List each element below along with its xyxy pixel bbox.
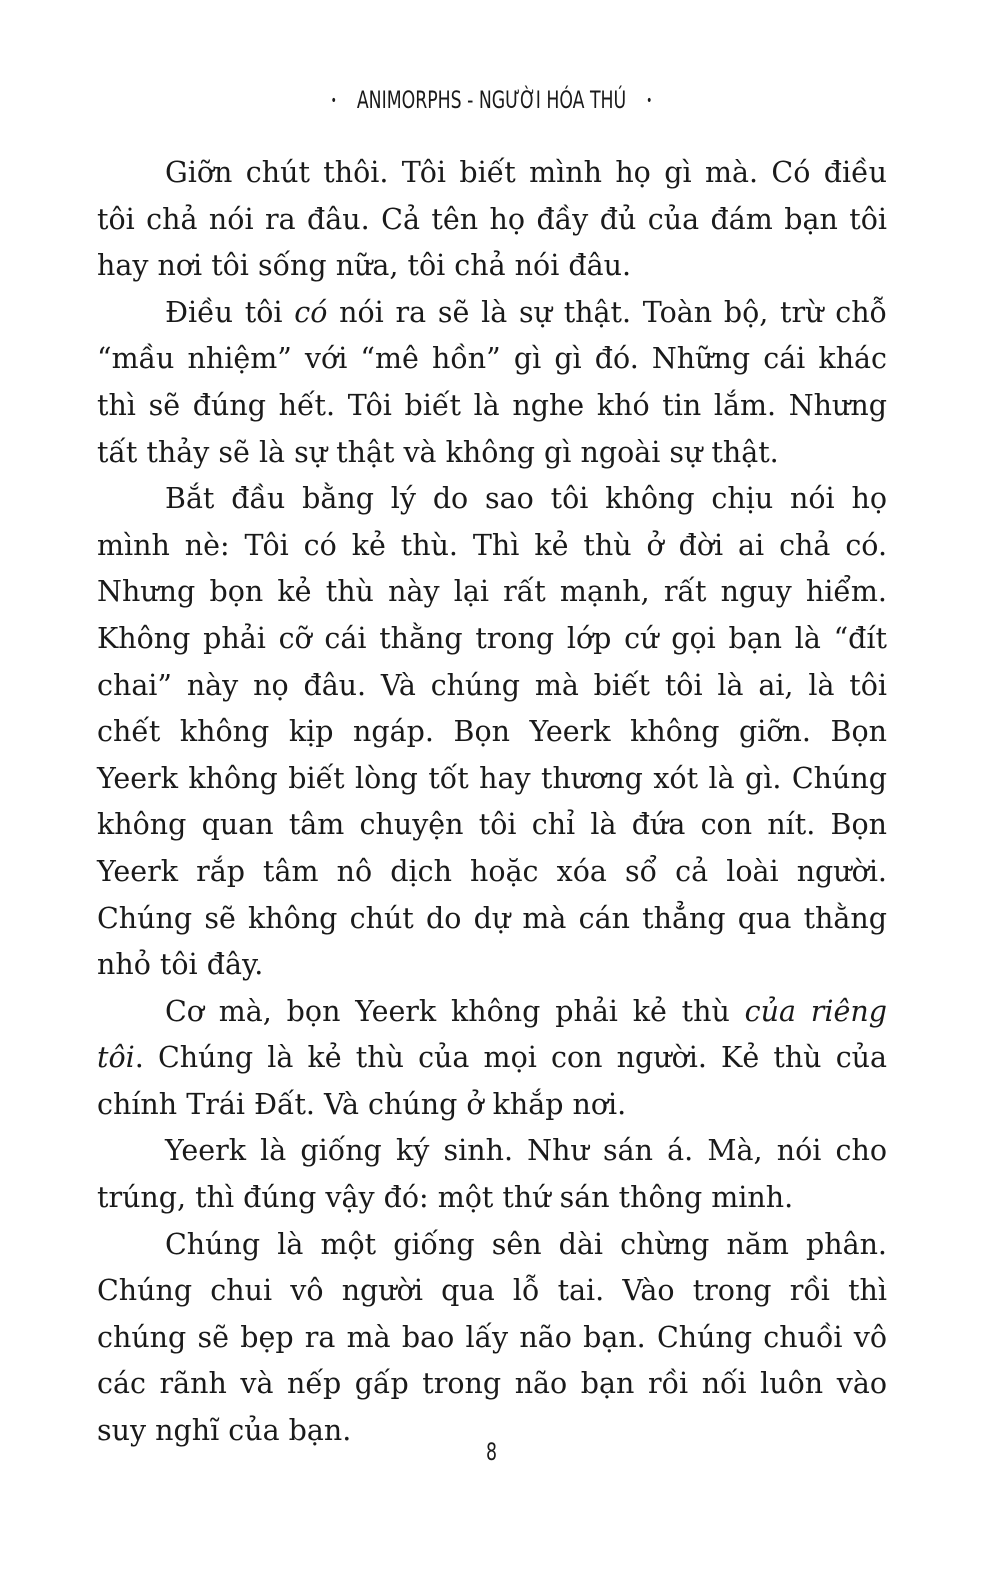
paragraph-3: [97, 476, 887, 989]
paragraph-6-text: Chúng là một giống sên dài chừng năm phân. Chúng chui vô người qua lỗ tai. Vào trong rồi thì chúng sẽ bẹp ra mà bao lấy não bạn. Chúng chuồi vô các rãnh và nếp gấp trong não bạn rồi nối luôn vào suy nghĩ của bạn.: [97, 1227, 887, 1448]
header-bullet-left: •: [330, 93, 337, 109]
paragraph-2-before: Điều tôi: [165, 295, 295, 329]
body-text: [97, 150, 887, 1455]
paragraph-2-after: nói ra sẽ là sự thật. Toàn bộ, trừ chỗ “mầu nhiệm” với “mê hồn” gì gì đó. Những cái khác thì sẽ đúng hết. Tôi biết là nghe khó tin lắm. Nhưng tất thảy sẽ là sự thật và không gì ngoài sự thật.: [97, 295, 887, 469]
page-number: 8: [485, 1438, 498, 1466]
header-title: ANIMORPHS - NGƯỜI HÓA THÚ: [356, 86, 627, 114]
paragraph-5: [97, 1128, 887, 1221]
paragraph-5-text: Yeerk là giống ký sinh. Như sán á. Mà, nói cho trúng, thì đúng vậy đó: một thứ sán thông minh.: [97, 1134, 887, 1215]
paragraph-4-before: Cơ mà, bọn Yeerk không phải kẻ thù: [165, 994, 745, 1028]
header-bullet-right: •: [646, 93, 653, 109]
paragraph-2: [97, 290, 887, 476]
paragraph-6: [97, 1222, 887, 1455]
paragraph-3-text: Bắt đầu bằng lý do sao tôi không chịu nói họ mình nè: Tôi có kẻ thù. Thì kẻ thù ở đời ai chả có. Nhưng bọn kẻ thù này lại rất mạnh, rất nguy hiểm. Không phải cỡ cái thằng trong lớp cứ gọi bạn là “đít chai” này nọ đâu. Và chúng mà biết tôi là ai, là tôi chết không kịp ngáp. Bọn Yeerk không giỡn. Bọn Yeerk không biết lòng tốt hay thương xót là gì. Chúng không quan tâm chuyện tôi chỉ là đứa con nít. Bọn Yeerk rắp tâm nô dịch hoặc xóa sổ cả loài người. Chúng sẽ không chút do dự mà cán thẳng qua thằng nhỏ tôi đây.: [97, 482, 887, 982]
paragraph-4-after: . Chúng là kẻ thù của mọi con người. Kẻ thù của chính Trái Đất. Và chúng ở khắp nơi.: [97, 1041, 887, 1121]
paragraph-1: [97, 150, 887, 290]
paragraph-4: [97, 989, 887, 1129]
paragraph-1-text: Giỡn chút thôi. Tôi biết mình họ gì mà. Có điều tôi chả nói ra đâu. Cả tên họ đầy đủ của đám bạn tôi hay nơi tôi sống nữa, tôi chả nói đâu.: [97, 156, 887, 283]
paragraph-2-emphasis: có: [294, 295, 328, 329]
paragraph-4-emphasis: của riêng tôi: [97, 994, 887, 1075]
running-header: [138, 86, 846, 114]
